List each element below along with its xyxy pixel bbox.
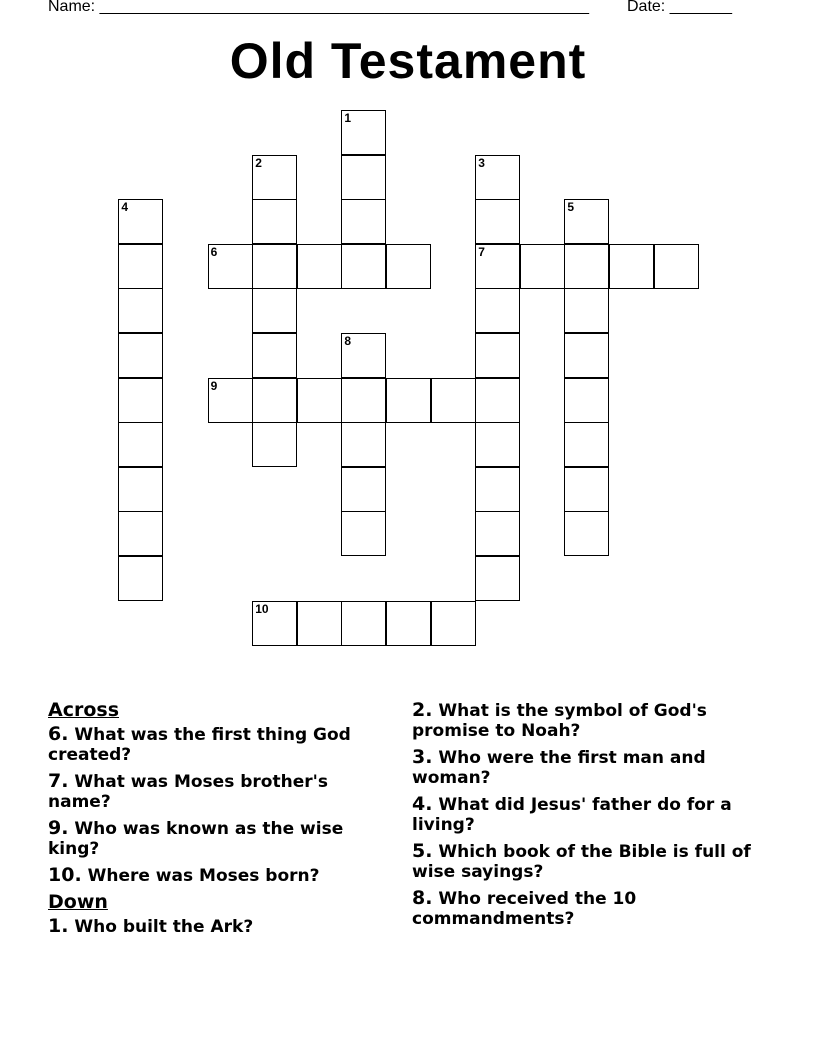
grid-cell[interactable] bbox=[252, 422, 297, 467]
grid-cell[interactable] bbox=[341, 155, 386, 200]
grid-cell[interactable] bbox=[118, 467, 163, 512]
grid-cell[interactable] bbox=[297, 244, 342, 289]
page-title: Old Testament bbox=[229, 33, 587, 89]
grid-cell[interactable] bbox=[118, 333, 163, 378]
grid-cell[interactable] bbox=[118, 556, 163, 601]
grid-cell[interactable] bbox=[252, 333, 297, 378]
clue-number: 1. bbox=[48, 915, 69, 937]
grid-cell[interactable] bbox=[341, 333, 386, 378]
grid-cell[interactable] bbox=[252, 378, 297, 423]
grid-cell[interactable] bbox=[564, 244, 609, 289]
grid-cell[interactable] bbox=[252, 199, 297, 244]
grid-cell[interactable] bbox=[118, 422, 163, 467]
clue-number: 2. bbox=[412, 699, 433, 721]
clue-number: 9. bbox=[48, 817, 69, 839]
grid-cell[interactable] bbox=[341, 601, 386, 646]
clue-text: Who was known as the wise king? bbox=[48, 819, 344, 859]
clue-number: 3. bbox=[412, 746, 433, 768]
grid-cell[interactable] bbox=[475, 244, 520, 289]
grid-cell-number: 10 bbox=[255, 601, 269, 616]
grid-cell[interactable] bbox=[564, 288, 609, 333]
grid-cell[interactable] bbox=[475, 288, 520, 333]
grid-cell[interactable] bbox=[564, 378, 609, 423]
grid-cell[interactable] bbox=[431, 378, 476, 423]
grid-cell[interactable] bbox=[475, 199, 520, 244]
down-heading: Down bbox=[48, 891, 108, 913]
clue-text: What was Moses brother's name? bbox=[48, 772, 328, 812]
grid-cell-number: 3 bbox=[478, 155, 485, 170]
grid-cell[interactable] bbox=[475, 378, 520, 423]
clue-down-8 bbox=[412, 888, 752, 929]
grid-cell[interactable] bbox=[118, 378, 163, 423]
grid-cell[interactable] bbox=[208, 244, 253, 289]
grid-cell[interactable] bbox=[252, 155, 297, 200]
clues-right-column bbox=[412, 700, 752, 935]
grid-cell[interactable] bbox=[475, 422, 520, 467]
grid-cell[interactable] bbox=[520, 244, 565, 289]
grid-cell[interactable] bbox=[654, 244, 699, 289]
clue-text: Where was Moses born? bbox=[87, 866, 320, 886]
clue-text: What is the symbol of God's promise to Noah? bbox=[412, 701, 707, 741]
grid-cell[interactable] bbox=[341, 422, 386, 467]
grid-cell[interactable] bbox=[475, 511, 520, 556]
clue-text: Who built the Ark? bbox=[74, 917, 254, 937]
clue-down-5 bbox=[412, 841, 752, 882]
date-field-label: Date: _______ bbox=[627, 0, 732, 15]
grid-cell[interactable] bbox=[475, 556, 520, 601]
grid-cell[interactable] bbox=[118, 244, 163, 289]
grid-cell[interactable] bbox=[252, 601, 297, 646]
clue-number: 8. bbox=[412, 887, 433, 909]
grid-cell[interactable] bbox=[609, 244, 654, 289]
clue-text: Which book of the Bible is full of wise sayings? bbox=[412, 842, 751, 882]
clue-text: What did Jesus' father do for a living? bbox=[412, 795, 732, 835]
grid-cell[interactable] bbox=[386, 601, 431, 646]
grid-cell-number: 1 bbox=[344, 111, 352, 125]
grid-cell[interactable] bbox=[475, 333, 520, 378]
clue-down-4 bbox=[412, 794, 752, 835]
clue-down-1 bbox=[48, 916, 388, 937]
clue-across-10 bbox=[48, 865, 388, 886]
grid-cell[interactable] bbox=[252, 288, 297, 333]
grid-cell-number: 4 bbox=[121, 200, 129, 215]
grid-cell[interactable] bbox=[341, 110, 386, 155]
name-field-label: Name: _______________________________________________________ bbox=[48, 0, 589, 15]
clue-down-3 bbox=[412, 747, 752, 788]
grid-cell[interactable] bbox=[564, 333, 609, 378]
grid-cell[interactable] bbox=[564, 511, 609, 556]
clue-across-9 bbox=[48, 818, 388, 859]
grid-cell[interactable] bbox=[208, 378, 253, 423]
clue-text: What was the first thing God created? bbox=[48, 725, 351, 765]
grid-cell[interactable] bbox=[475, 155, 520, 200]
grid-cell[interactable] bbox=[475, 467, 520, 512]
grid-cell[interactable] bbox=[564, 422, 609, 467]
grid-cell[interactable] bbox=[386, 244, 431, 289]
clues-left-column bbox=[48, 700, 388, 943]
grid-cell[interactable] bbox=[341, 467, 386, 512]
grid-cell-number: 5 bbox=[567, 200, 575, 215]
clue-across-6 bbox=[48, 724, 388, 765]
grid-cell[interactable] bbox=[341, 199, 386, 244]
clue-number: 4. bbox=[412, 793, 433, 815]
clue-across-7 bbox=[48, 771, 388, 812]
clue-number: 5. bbox=[412, 840, 433, 862]
grid-cell[interactable] bbox=[118, 288, 163, 333]
grid-cell-number: 2 bbox=[255, 155, 262, 170]
grid-cell[interactable] bbox=[341, 244, 386, 289]
grid-cell[interactable] bbox=[297, 378, 342, 423]
clue-down-2 bbox=[412, 700, 752, 741]
grid-cell[interactable] bbox=[341, 511, 386, 556]
grid-cell-number: 7 bbox=[478, 244, 485, 259]
grid-cell[interactable] bbox=[431, 601, 476, 646]
grid-cell[interactable] bbox=[297, 601, 342, 646]
clue-number: 7. bbox=[48, 770, 69, 792]
clue-text: Who were the first man and woman? bbox=[412, 748, 706, 788]
grid-cell[interactable] bbox=[341, 378, 386, 423]
grid-cell[interactable] bbox=[118, 199, 163, 244]
clue-number: 6. bbox=[48, 723, 69, 745]
grid-cell-number: 6 bbox=[210, 244, 218, 259]
clue-number: 10. bbox=[48, 864, 82, 886]
grid-cell[interactable] bbox=[386, 378, 431, 423]
grid-cell[interactable] bbox=[252, 244, 297, 289]
grid-cell[interactable] bbox=[564, 467, 609, 512]
clue-text: Who received the 10 commandments? bbox=[412, 889, 637, 929]
across-heading: Across bbox=[48, 699, 120, 721]
grid-cell[interactable] bbox=[564, 199, 609, 244]
grid-cell[interactable] bbox=[118, 511, 163, 556]
grid-cell-number: 8 bbox=[344, 334, 352, 348]
grid-cell-number: 9 bbox=[210, 378, 218, 393]
